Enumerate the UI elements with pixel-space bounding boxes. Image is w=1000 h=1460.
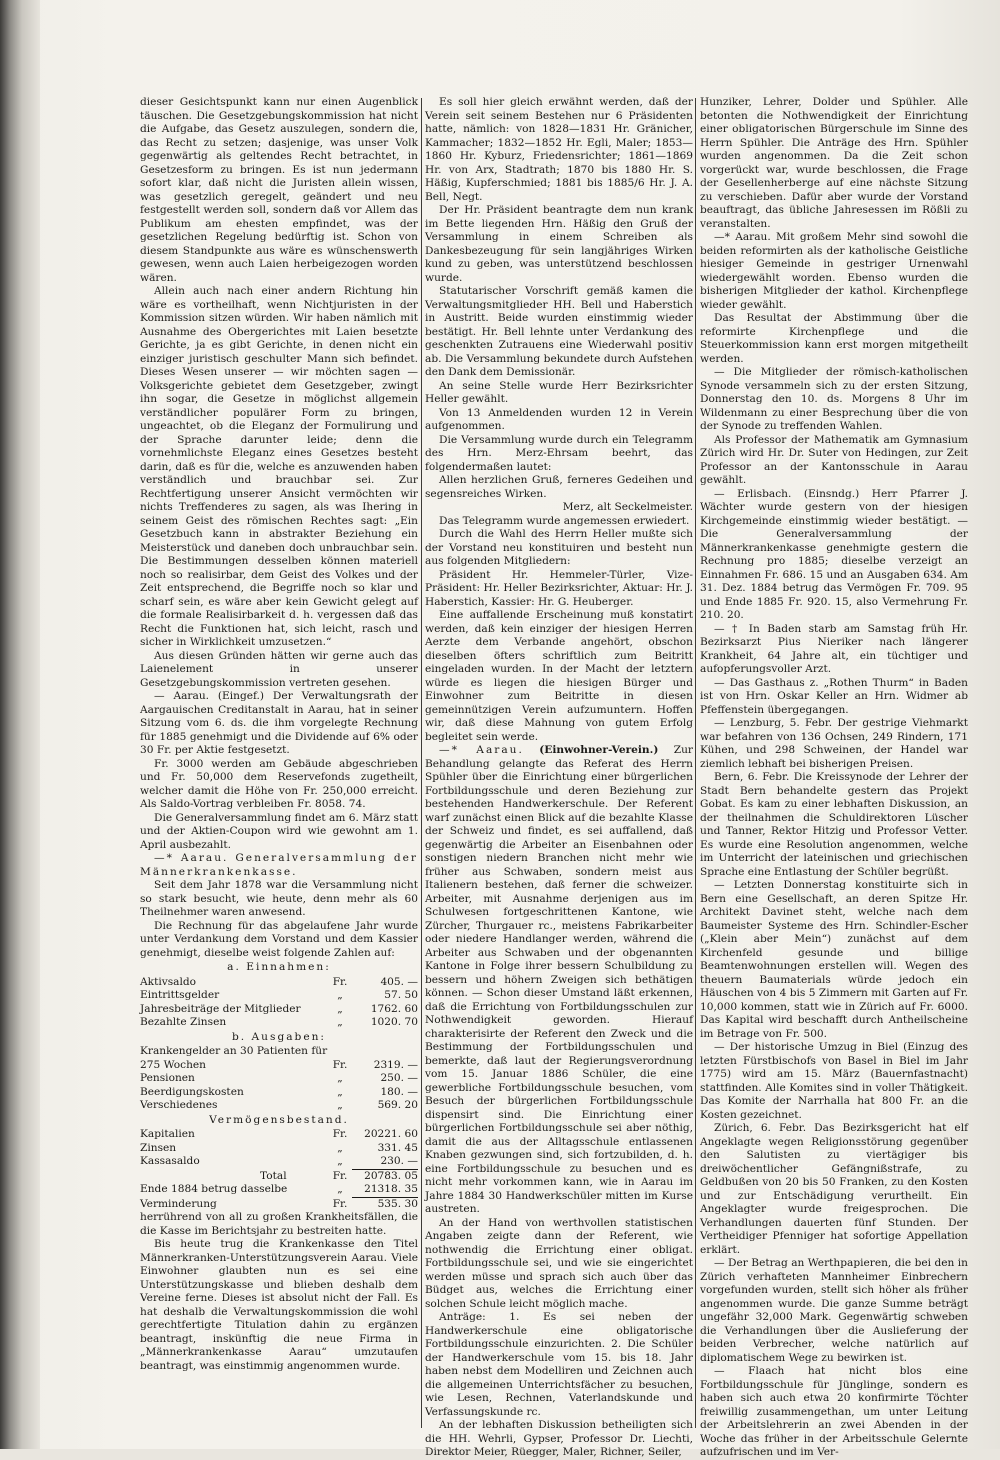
paragraph: Bern, 6. Febr. Die Kreissynode der Lehrer der Stadt Bern behandelte gestern das Projekt Gobat. Es kam zu einer lebhaften Diskussion, an der theilnahmen die Schuldirektoren Lüscher und Tanner, Rektor Hitzig und Professor Vetter. Es wurde eine Resolution angenommen, welche im Unterricht der lateinischen und griechischen Sprache eine Entlastung der Schüler begrüßt. xyxy=(700,771,968,878)
account-row: Kassasaldo „ 230. — xyxy=(140,1155,418,1170)
paragraph: Es soll hier gleich erwähnt werden, daß der Verein seit seinem Bestehen nur 6 Präsidenten hatte, nämlich: von 1828—1831 Hr. Gränicher, Kammacher; 1832—1852 Hr. Egli, Maler; 1853—1860 Hr. Kyburz, Friedensrichter; 1861—1869 Hr. von Arx, Stadtrath; 1870 bis 1880 Hr. S. Häßig, Kupferschmied; 1881 bis 1885/6 Hr. J. A. Bell, Negt. xyxy=(425,96,693,203)
paragraph: — Erlisbach. (Einsndg.) Herr Pfarrer J. Wächter wurde gestern von der hiesigen Kirchgemeinde einstimmig wieder bestätigt. — Die Generalversammlung der Männerkrankenkasse genehmigte gestern die Rechnung pro 1885; dieselbe verzeigt an Einnahmen Fr. 686. 15 und an Ausgaben 634. Am 31. Dez. 1884 betrug das Vermögen Fr. 709. 95 und Ende 1885 Fr. 920. 15, also Vermehrung Fr. 210. 20. xyxy=(700,487,968,621)
article-text: Zur Behandlung gelangte das Referat des Herrn Spühler über die Einrichtung einer bürgerlichen Fortbildungsschule und deren Beziehung zur bestehenden Handwerkerschule. Der Referent warf zunächst einen Blick auf die bezahlte Klasse der Schweiz und findet, es sei auffallend, daß gegenwärtig die Arbeiter an Eisenbahnen oder sonstigen niedern Branchen nicht mehr wie früher aus Schwaben, sondern meist aus Italienern bestehen, daß ferner die schweizer. Arbeiter, mit Ausnahme derjenigen aus im Schulwesen fortgeschrittenen Kantone, wie Zürcher, Thurgauer rc., meistens Fabrikarbeiter oder niedere Handlanger werden, während die Arbeiter aus Schwaben und der obgenannten Kantone in Folge ihrer bessern Schulbildung zu bessern und höhern Zweigen sich bethätigen können. — Schon dieser Umstand läßt erkennen, daß die Errichtung von Fortbildungsschulen zur Nothwendigkeit geworden. Hierauf charakterisirte der Referent den Zweck und die Bestimmung der Fortbildungsschulen und bemerkte, daß laut der Regierungsverordnung vom 15. Januar 1886 Schüler, die eine gewerbliche Fortbildungsschule besuchen, vom Besuch der bürgerlichen Fortbildungsschule dispensirt sind. Die Einrichtung einer bürgerlichen Fortbildungsschule sei aber nöthig, damit die aus der Alltagsschule entlassenen Knaben gezwungen sind, sich fortzubilden, d. h. eine Fortbildungsschule zu besuchen und es nicht mehr vorkommen kann, wie in Aarau im Jahre 1884 30 Handwerkschüler mitten im Kurse austreten. xyxy=(425,744,693,1215)
paragraph: — Das Gasthaus z. „Rothen Thurm“ in Baden ist von Hrn. Oskar Keller an Hrn. Widmer ab Pfeffenstein übergegangen. xyxy=(700,676,968,716)
paragraph: Durch die Wahl des Herrn Heller mußte sich der Vorstand neu konstituiren und besteht nun aus folgenden Mitgliedern: xyxy=(425,528,693,567)
paragraph: — Die Mitglieder der römisch-katholischen Synode versammeln sich zu der ersten Sitzung, Donnerstag den 10. ds. Morgens 8 Uhr im Wildenmann zu einer Besprechung über die von der Synode zu treffenden Wahlen. xyxy=(700,366,968,432)
paragraph: Präsident Hr. Hemmeler-Türler, Vize-Präsident: Hr. Heller Bezirksrichter, Aktuar: Hr. J. Haberstich, Kassier: Hr. G. Heuberger. xyxy=(425,568,693,608)
paragraph: dieser Gesichtspunkt kann nur einen Augenblick täuschen. Die Gesetzgebungskommission hat nicht die Aufgabe, das Gesetz auszulegen, sondern die, das Recht zu setzen; dasjenige, was unser Volk gegenwärtig als geltendes Recht betrachtet, in Gesetzesform zu bringen. Es ist nun jedermann sofort klar, daß nicht die Juristen allein wissen, was gesetzlich geregelt, geändert und neu festgestellt werden soll, sondern daß vor Allem das Publikum am ehesten empfindet, was der gesetzlichen Regelung bedürftig ist. Schon von diesem Standpunkte aus wäre es wünschenswerth gewesen, wenn auch Laien herbeigezogen worden wären. xyxy=(140,96,418,284)
account-heading: a. Einnahmen: xyxy=(227,961,331,973)
paragraph: Allein auch nach einer andern Richtung hin wäre es vortheilhaft, wenn Nichtjuristen in der Kommission sitzen würden. Wir haben nämlich mit Ausnahme des Obergerichtes mit Laien besetzte Gerichte, ja es gibt Gerichte, in denen nicht ein einziger juristisch geschulter Mann sich befindet. Dieses Wesen unserer — wir möchten sagen — Volksgerichte gebietet dem Gesetzgeber, zwingt ihn sogar, die Gesetze in möglichst allgemein verständlicher populärer Form zu bringen, ungeachtet, ob die Eleganz der Formulirung und der Sprache darunter leide; denn die vornehmlichste Eleganz eines Gesetzes besteht darin, daß es für die, welche es anzuwenden haben verständlich und brauchbar sei. Zur Rechtfertigung unserer Ansicht vermöchten wir nichts Treffenderes zu sagen, als was Ihering in seinem Geist des römischen Rechtes sagt: „Ein Gesetzbuch kann in abstrakter Beziehung ein Meisterstück und daneben doch unbrauchbar sein. Die Bestimmungen desselben können materiell noch so realisirbar, dem Geist des Volkes und der Zeit entsprechend, die Begriffe noch so klar und scharf sein, es wäre aber kein Gewicht gelegt auf die formale Realisirbarkeit d. h. vergessen daß das Recht die Funktionen hat, sich leicht, rasch und sicher in Wirklichkeit umzusetzen.“ xyxy=(140,285,418,648)
account-list xyxy=(140,1128,418,1170)
paragraph: An der Hand von werthvollen statistischen Angaben zeigte dann der Referent, wie nothwendig die Errichtung einer obligat. Fortbildungsschule sei, und wie sie eingerichtet werden müsse und sprach sich auch über das Büdget aus, welches die Errichtung einer solchen Schule leicht möglich mache. xyxy=(425,1216,693,1310)
column-rule xyxy=(695,98,696,1428)
paragraph: Als Professor der Mathematik am Gymnasium Zürich wird Hr. Dr. Suter von Hedingen, zur Zeit Professor an der Kantonsschule in Aarau gewählt. xyxy=(700,433,968,486)
article-heading: —* Aarau. Generalversammlung der Männerkrankenkasse. xyxy=(140,852,418,878)
paragraph: — Der historische Umzug in Biel (Einzug des letzten Fürstbischofs von Basel in Biel im Jahr 1775) wird am 15. März (Bauernfastnacht) stattfinden. Alle Komites sind in voller Thätigkeit. Das Komite der Narrhalla hat 800 Fr. an die Kosten gezeichnet. xyxy=(700,1041,968,1121)
paragraph: Fr. 3000 werden am Gebäude abgeschrieben und Fr. 50,000 dem Reservefonds zugetheilt, welcher damit die Höhe von Fr. 250,000 erreicht. Als Saldo-Vortrag verbleiben Fr. 8058. 74. xyxy=(140,757,418,810)
account-row: Beerdigungskosten „ 180. — xyxy=(140,1085,418,1098)
paragraph: Die Rechnung für das abgelaufene Jahr wurde unter Verdankung dem Vorstand und dem Kassier genehmigt, dieselbe weist folgende Zahlen auf: xyxy=(140,919,418,959)
account-row: 275 Wochen Fr. 2319. — xyxy=(140,1058,418,1071)
paragraph: An der lebhaften Diskussion betheiligten sich die HH. Wehrli, Gypser, Professor Dr. Liechti, Direktor Meier, Rüegger, Maler, Richner, Seiler, xyxy=(425,1419,693,1458)
paragraph: — Lenzburg, 5. Febr. Der gestrige Viehmarkt war befahren von 136 Ochsen, 249 Rindern, 171 Kühen, und 298 Schweinen, der Handel war ziemlich lebhaft bei bisherigen Preisen. xyxy=(700,717,968,770)
paragraph: Eine auffallende Erscheinung muß konstatirt werden, daß kein einziger der hiesigen Herren Aerzte dem Verbande angehört, obschon dieselben öfters schriftlich zum Beitritt eingeladen wurden. In der Macht der letztern würde es liegen die hiesigen Bürger und Einwohner zum Beitritte in diesen gemeinnützigen Verein aufzumuntern. Hoffen wir, daß diese Mahnung von gutem Erfolg begleitet sein werde. xyxy=(425,609,693,743)
paragraph: — Der Betrag an Werthpapieren, die bei den in Zürich verhafteten Mannheimer Einbrechern vorgefunden wurden, stellt sich höher als früher angenommen wurde. Die ganze Summe beträgt ungefähr 32,000 Mark. Gegenwärtig schweben die Verhandlungen über die Auslieferung der beiden Verbrecher, welche natürlich auf diplomatischem Wege zu bewirken ist. xyxy=(700,1257,968,1364)
column-3 xyxy=(700,96,968,1458)
column-2 xyxy=(425,96,693,1458)
account-list xyxy=(140,976,418,1030)
telegram-text: Allen herzlichen Gruß, ferneres Gedeihen und segensreiches Wirken. xyxy=(425,474,693,500)
paragraph: An seine Stelle wurde Herr Bezirksrichter Heller gewählt. xyxy=(425,379,693,405)
account-row: Kapitalien Fr. 20221. 60 xyxy=(140,1128,418,1140)
paragraph: — Letzten Donnerstag konstituirte sich in Bern eine Gesellschaft, an deren Spitze Hr. Architekt Davinet steht, welche nach dem Baumeister Systeme des Hrn. Schindler-Escher („Klein aber Mein“) zunächst auf dem Kirchenfeld gesunde und billige Beamtenwohnungen erstellen will. Wegen des theuern Baumaterials würde jedoch ein Häuschen von 4 bis 5 Zimmern mit Garten auf Fr. 10,000 kommen, statt wie in Zürich auf Fr. 6000. Das Kapital wird beschafft durch Antheilscheine im Betrage von Fr. 500. xyxy=(700,879,968,1040)
paragraph: — Aarau. (Eingef.) Der Verwaltungsrath der Aargauischen Creditanstalt in Aarau, hat in seiner Sitzung vom 6. ds. die ihm vorgelegte Rechnung für 1885 genehmigt und die Dividende auf 6% oder 30 Fr. per Aktie festgesetzt. xyxy=(140,690,418,756)
paragraph: Die Generalversammlung findet am 6. März statt und der Aktien-Coupon wird wie gewohnt am 1. April ausbezahlt. xyxy=(140,811,418,851)
paragraph: Hunziker, Lehrer, Dolder und Spühler. Alle betonten die Nothwendigkeit der Einrichtung einer obligatorischen Bürgerschule im Sinne des Herrn Spühler. Die Anträge des Hrn. Spühler wurden angenommen. Da die Zeit schon vorgerückt war, wurde beschlossen, die Frage der Gesellenherberge auf eine nächste Sitzung zu verschieben. Dafür aber wurde der Vorstand beauftragt, das übliche Jahresessen im Rößli zu veranstalten. xyxy=(700,96,968,230)
account-row: Pensionen „ 250. — xyxy=(140,1072,418,1084)
account-row: Eintrittsgelder „ 57. 50 xyxy=(140,989,418,1001)
paragraph: Die Versammlung wurde durch ein Telegramm des Hrn. Merz-Ehrsam beehrt, das folgendermaßen lautet: xyxy=(425,433,693,473)
paragraph: herrührend von all zu großen Krankheitsfällen, die die Kasse im Berichtsjahr zu bestreiten hatte. xyxy=(140,1211,418,1237)
account-row: Ende 1884 betrug dasselbe „ 21318. 35 xyxy=(140,1183,418,1198)
paragraph: Seit dem Jahr 1878 war die Versammlung nicht so stark besucht, wie heute, denn mehr als 60 Theilnehmer waren anwesend. xyxy=(140,879,418,918)
paragraph: Von 13 Anmeldenden wurden 12 in Verein aufgenommen. xyxy=(425,406,693,432)
telegram-signature: Merz, alt Seckelmeister. xyxy=(562,501,693,513)
paragraph: —* Aarau. Mit großem Mehr sind sowohl die beiden reformirten als der katholische Geistliche hiesiger Gemeinde in gestriger Urnenwahl wiedergewählt worden. Ebenso wurden die bisherigen Mitglieder der kathol. Kirchenpflege wieder gewählt. xyxy=(700,231,968,311)
account-row: Bezahlte Zinsen „ 1020. 70 xyxy=(140,1016,418,1028)
article-heading: (Einwohner-Verein.) xyxy=(539,744,659,756)
paragraph: Anträge: 1. Es sei neben der Handwerkerschule eine obligatorische Fortbildungsschule einzurichten. 2. Die Schüler der Handwerkerschule vom 15. bis 18. Jahr haben nebst dem Modelliren und Zeichnen auch die allgemeinen Unterrichtsfächer zu besuchen, wie Lesen, Rechnen, Vaterlandskunde und Verfassungskunde rc. xyxy=(425,1311,693,1418)
paragraph: Aus diesen Gründen hätten wir gerne auch das Laienelement in unserer Gesetzgebungskommission vertreten gesehen. xyxy=(140,649,418,689)
paragraph: Das Telegramm wurde angemessen erwiedert. xyxy=(439,514,690,527)
account-total: Total Fr. 20783. 05 xyxy=(260,1169,418,1182)
paragraph: Der Hr. Präsident beantragte dem nun krank im Bette liegenden Hrn. Häßig den Gruß der Versammlung in einem Schreiben als Dankesbezeugung für sein langjähriges Wirken kund zu geben, was unterstützend beschlossen wurde. xyxy=(425,204,693,284)
article-place: —* Aarau. xyxy=(439,744,524,756)
column-rule xyxy=(421,98,422,1428)
paragraph: Bis heute trug die Krankenkasse den Titel Männerkranken-Unterstützungsverein Aarau. Viele Einwohner glaubten nun es sei eine Unterstützungskasse und blieben deshalb dem Vereine ferne. Dieses ist absolut nicht der Fall. Es hat deshalb die Verwaltungskommission die wohl gerechtfertigte Titulation dahin zu ergänzen beantragt, inskünftig die neue Firma in „Männerkrankenkasse Aarau“ umzutaufen beantragt, was einstimmig angenommen wurde. xyxy=(140,1238,418,1372)
paragraph xyxy=(425,744,693,1217)
column-1 xyxy=(140,96,418,1431)
book-binding-edge xyxy=(0,0,40,1449)
account-heading: b. Ausgaben: xyxy=(232,1030,326,1043)
account-row: Verschiedenes „ 569. 20 xyxy=(140,1099,418,1111)
account-heading: Vermögensbestand. xyxy=(209,1113,349,1126)
paragraph: — † In Baden starb am Samstag früh Hr. Bezirksarzt Pius Nieriker nach längerer Krankheit, 64 Jahre alt, ein tüchtiger und aufopferungsvoller Arzt. xyxy=(700,622,968,675)
account-line: Krankengelder an 30 Patienten für xyxy=(140,1045,328,1057)
account-list xyxy=(140,1059,418,1113)
account-row: Jahresbeiträge der Mitglieder „ 1762. 60 xyxy=(140,1002,418,1015)
paragraph: Zürich, 6. Febr. Das Bezirksgericht hat elf Angeklagte wegen Religionsstörung gegenüber den Salutisten zu viertägiger bis dreiwöchentlicher Gefängnißstrafe, zu Geldbußen von 20 bis 50 Franken, zu den Kosten und zur Entschädigung verurtheilt. Ein Angeklagter wurde freigesprochen. Die Verhandlungen dauerten fünf Stunden. Der Vertheidiger Pfenniger hat sofortige Appellation erklärt. xyxy=(700,1122,968,1256)
paragraph: — Flaach hat nicht blos eine Fortbildungsschule für Jünglinge, sondern es haben sich auch etwa 20 konfirmirte Töchter freiwillig zusammengethan, um unter Leitung der Arbeitslehrerin an zwei Abenden in der Woche das früher in der Arbeitsschule Gelernte aufzufrischen und im Ver- xyxy=(700,1365,968,1458)
account-row: Aktivsaldo Fr. 405. — xyxy=(140,975,418,988)
account-row: Zinsen „ 331. 45 xyxy=(140,1141,418,1154)
account-row: Verminderung Fr. 535. 30 xyxy=(140,1197,418,1210)
paragraph: Das Resultat der Abstimmung über die reformirte Kirchenpflege und die Steuerkommission kann erst morgen mitgetheilt werden. xyxy=(700,312,968,365)
paragraph: Statutarischer Vorschrift gemäß kamen die Verwaltungsmitglieder HH. Bell und Haberstich in Austritt. Beide wurden einstimmig wieder bestätigt. Hr. Bell lehnte unter Verdankung des geschenkten Zutrauens eine Wiederwahl positiv ab. Die Versammlung bekundete durch Aufstehen den Dank dem Demissionär. xyxy=(425,285,693,378)
